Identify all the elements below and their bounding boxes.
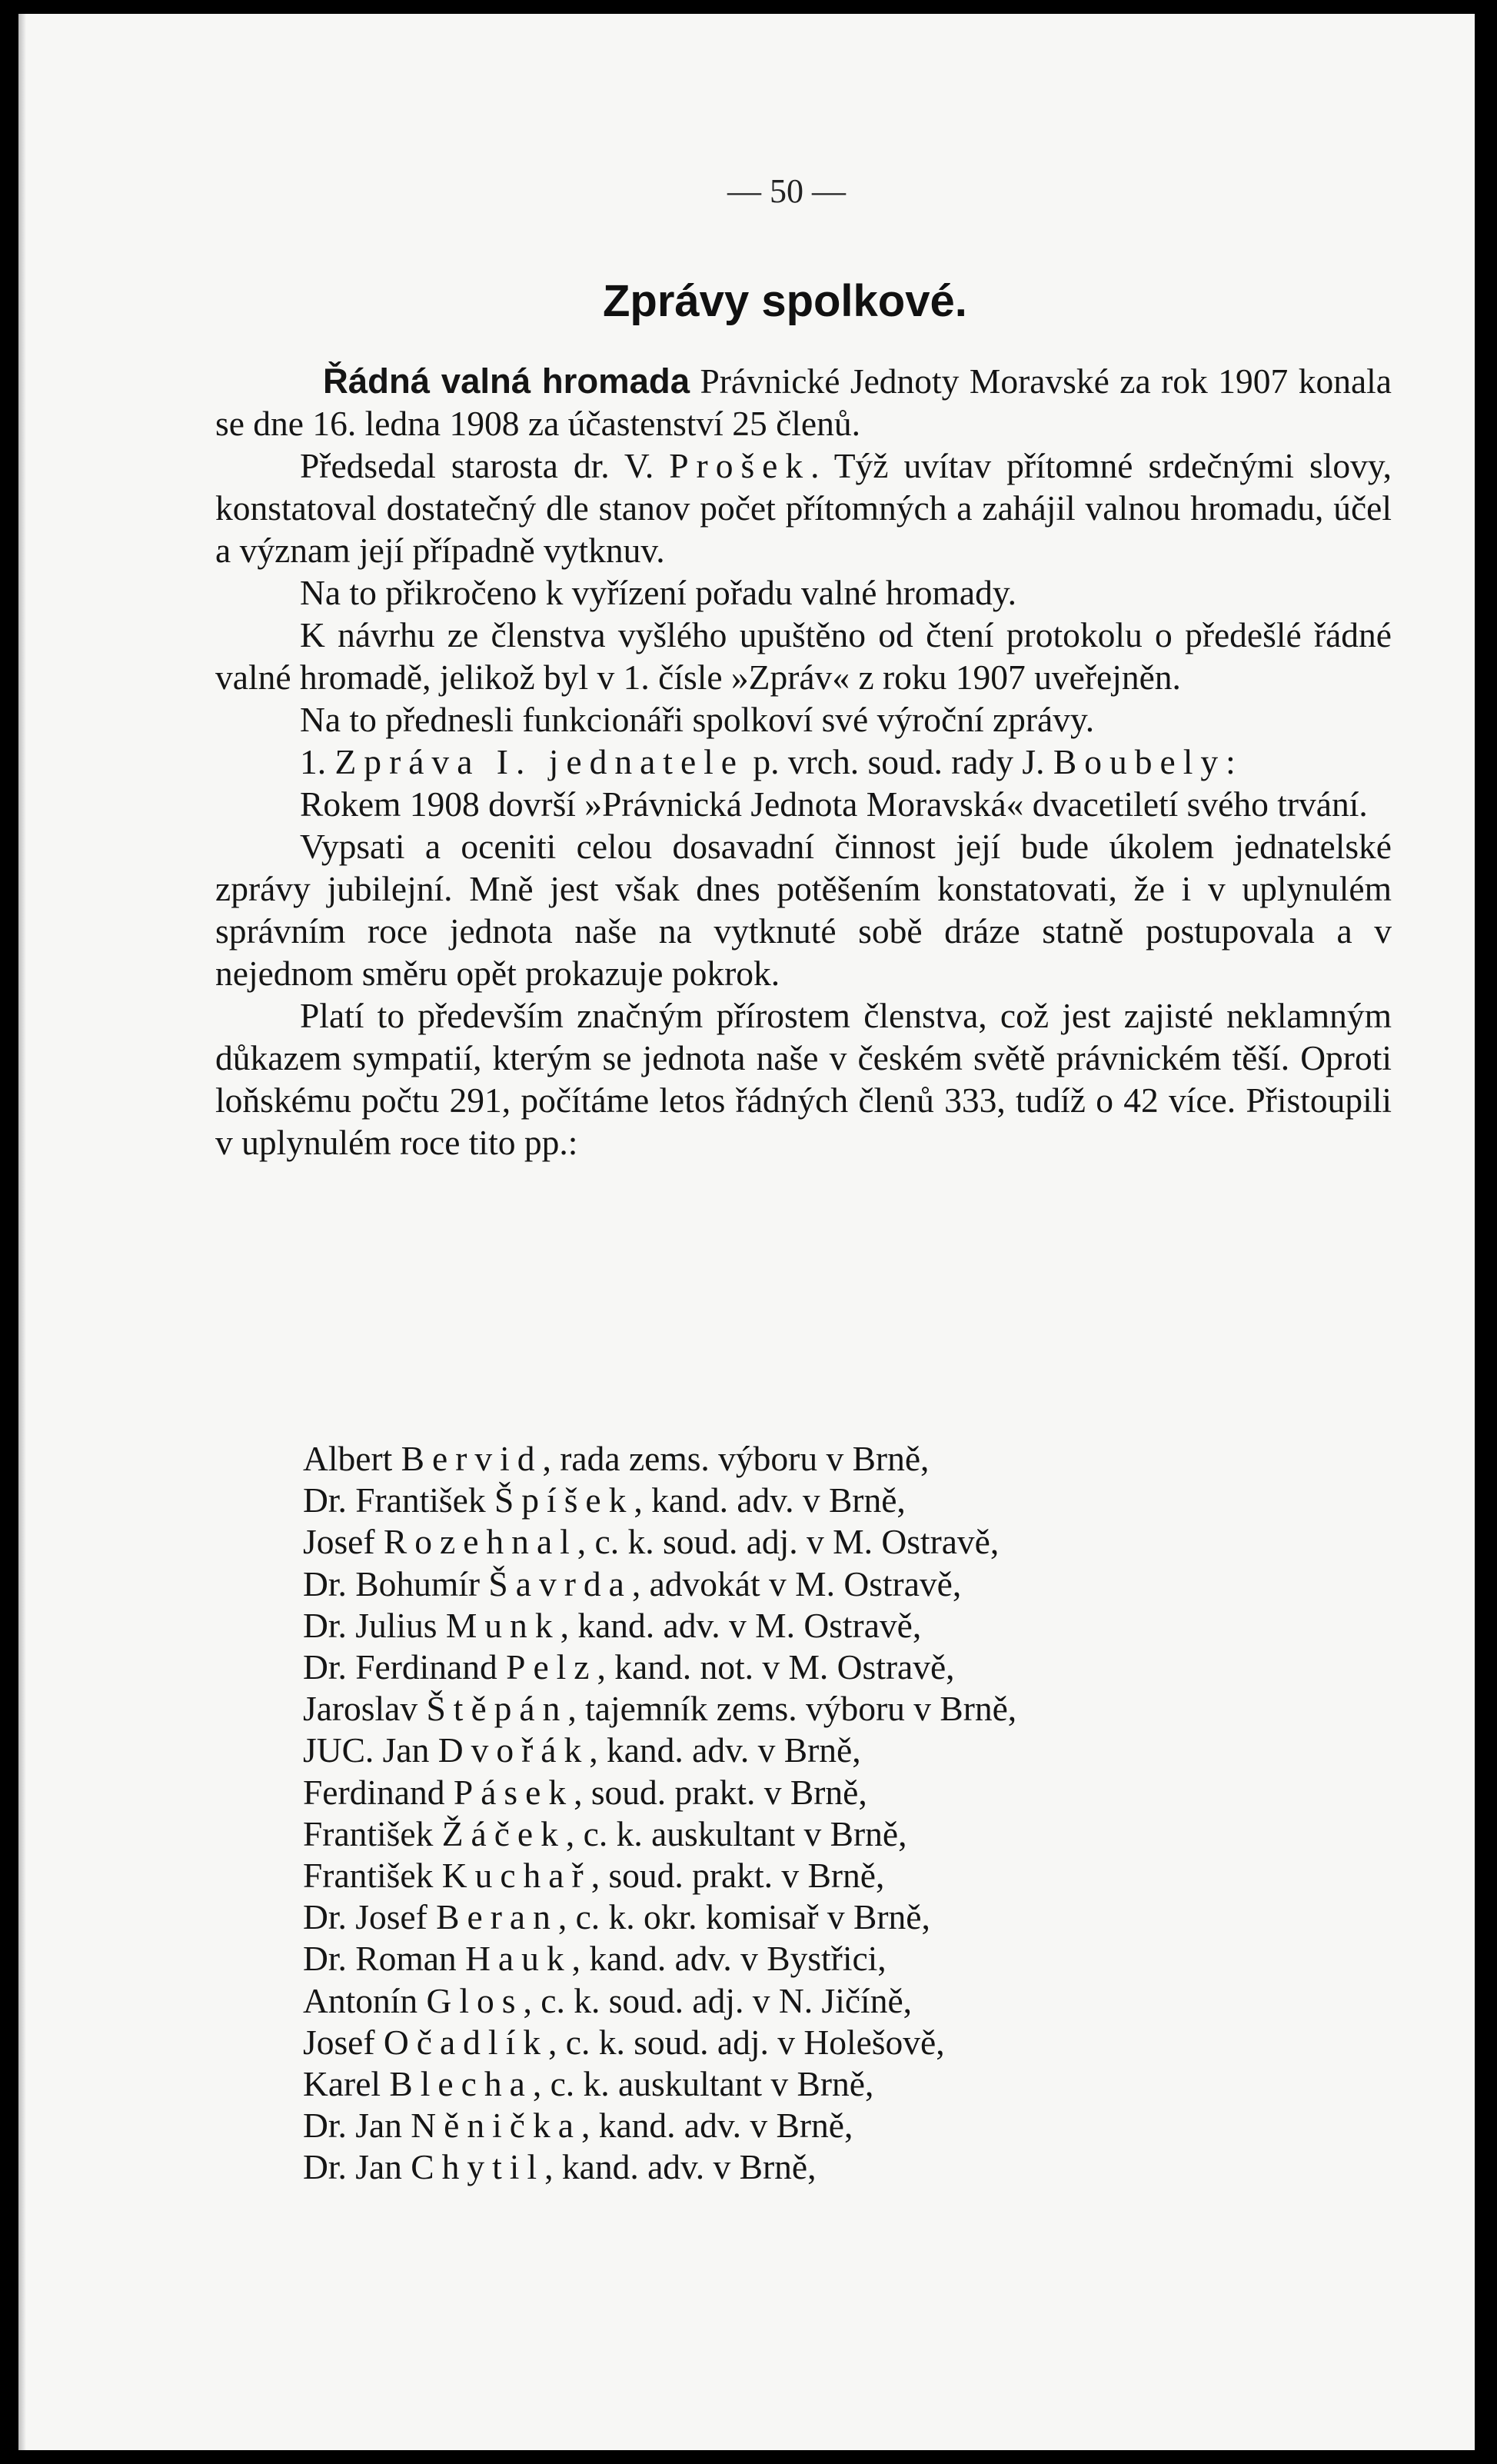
paragraph-6	[215, 741, 1392, 783]
p2-after: . Týž uvítav přítomné srdečnými slovy, konstatoval dostatečný dle stanov počet přítomných a zahájil valnou hromadu, účel a význam její případně vytknuv.	[215, 446, 1392, 570]
member-surname: Blecha	[389, 2064, 533, 2104]
member-entry	[303, 1813, 1379, 1855]
member-prefix: Albert	[303, 1439, 401, 1478]
member-surname: Beran	[436, 1897, 558, 1937]
member-details: , kand. adv. v M. Ostravě,	[560, 1605, 922, 1645]
scanned-page	[18, 14, 1475, 2450]
p6-c: p. vrch. soud. rady J.	[744, 742, 1053, 781]
member-details: , soud. prakt. v Brně,	[574, 1772, 867, 1812]
member-prefix: Antonín	[303, 1980, 427, 2020]
member-details: , c. k. okr. komisař v Brně,	[557, 1897, 930, 1937]
member-details: , rada zems. výboru v Brně,	[542, 1439, 930, 1478]
member-entry	[303, 1688, 1379, 1730]
member-entry	[303, 1605, 1379, 1647]
member-prefix: Karel	[303, 2064, 390, 2104]
body-text	[215, 360, 1392, 1164]
paragraph-9: Platí to především značným přírostem členstva, což jest zajisté neklamným důkazem sympatií, kterým se jednota naše v českém světě právnickém těší. Oproti loňskému počtu 291, počítáme letos řádných členů 333, tudíž o 42 více. Přistoupili v uplynulém roce tito pp.:	[215, 996, 1392, 1162]
member-entry	[303, 1438, 1379, 1480]
member-surname: Štěpán	[426, 1689, 568, 1729]
member-surname: Kuchař	[441, 1856, 591, 1896]
member-entry	[303, 1896, 1379, 1938]
paragraph-3: Na to přikročeno k vyřízení pořadu valné hromady.	[300, 573, 1017, 612]
paragraph-7: Rokem 1908 dovrší »Právnická Jednota Moravská« dvacetiletí svého trvání.	[300, 784, 1368, 824]
member-details: , kand. adv. v Bystřici,	[571, 1939, 887, 1979]
member-details: , c. k. soud. adj. v M. Ostravě,	[577, 1522, 1000, 1562]
paragraph-8: Vypsati a oceniti celou dosavadní činnost její bude úkolem jednatelské zprávy jubilejní. Mně jest však dnes potěšením konstatovati, že i v uplynulém správním roce jednota naše na vytknuté sobě dráze statně postupovala a v nejednom směru opět prokazuje pokrok.	[215, 827, 1392, 993]
member-surname: Pásek	[453, 1772, 574, 1812]
member-surname: Munk	[445, 1605, 561, 1645]
p2-before: Předsedal starosta dr. V.	[300, 446, 670, 485]
member-surname: Očadlík	[383, 2022, 548, 2062]
member-list	[303, 1438, 1379, 2189]
member-entry	[303, 1521, 1379, 1563]
member-entry	[303, 2146, 1379, 2188]
member-details: , c. k. auskultant v Brně,	[565, 1813, 907, 1853]
member-surname: Hauk	[465, 1939, 572, 1979]
lead-bold: Řádná valná hromada	[323, 361, 690, 401]
p6-b: Zpráva I. jednatele	[334, 742, 745, 781]
p6-e: :	[1226, 742, 1236, 781]
p6-d: Boubely	[1053, 742, 1226, 781]
member-prefix: Dr. Bohumír	[303, 1563, 489, 1603]
member-prefix: Josef	[303, 2022, 384, 2062]
member-surname: Rozehnal	[383, 1522, 577, 1562]
member-prefix: Dr. Julius	[303, 1605, 446, 1645]
p6-a: 1.	[300, 742, 335, 781]
member-prefix: František	[303, 1813, 442, 1853]
member-entry	[303, 2063, 1379, 2105]
member-entry	[303, 1855, 1379, 1896]
member-surname: Žáček	[441, 1813, 566, 1853]
member-entry	[303, 1480, 1379, 1521]
member-details: , tajemník zems. výboru v Brně,	[567, 1689, 1017, 1729]
member-prefix: Josef	[303, 1522, 384, 1562]
member-details: , kand. not. v M. Ostravě,	[597, 1647, 955, 1687]
paragraph-lead	[215, 360, 1392, 445]
member-surname: Šavrda	[488, 1563, 632, 1603]
member-details: , c. k. auskultant v Brně,	[532, 2064, 874, 2104]
member-surname: Pelz	[506, 1647, 597, 1687]
paragraph-5: Na to přednesli funkcionáři spolkoví své výroční zprávy.	[300, 700, 1095, 739]
section-title: Zprávy spolkové.	[603, 276, 967, 326]
member-surname: Glos	[426, 1980, 524, 2020]
member-details: , kand. adv. v Brně,	[581, 2106, 853, 2146]
paragraph-4: K návrhu ze členstva vyšlého upuštěno od čtení protokolu o předešlé řádné valné hromadě, jelikož byl v 1. čísle »Zpráv« z roku 1907 uveřejněn.	[215, 615, 1392, 697]
lead-rest: Právnické Jednoty Moravské za rok 1907 konala se dne 16. ledna 1908 za účastenství 25 členů.	[215, 361, 1392, 443]
member-details: , kand. adv. v Brně,	[634, 1480, 906, 1520]
member-entry	[303, 1938, 1379, 1980]
member-entry	[303, 2105, 1379, 2146]
member-surname: Něnička	[411, 2106, 581, 2146]
member-surname: Dvořák	[437, 1730, 590, 1770]
member-prefix: Dr. Josef	[303, 1897, 437, 1937]
member-details: , c. k. soud. adj. v N. Jičíně,	[523, 1980, 913, 2020]
member-surname: Chytil	[411, 2147, 545, 2187]
member-entry	[303, 1772, 1379, 1813]
member-prefix: Dr. Ferdinand	[303, 1647, 507, 1687]
member-details: , kand. adv. v Brně,	[544, 2147, 817, 2187]
member-details: , c. k. soud. adj. v Holešově,	[548, 2022, 945, 2062]
member-entry	[303, 1980, 1379, 2022]
page-number: — 50 —	[727, 172, 846, 210]
member-entry	[303, 2022, 1379, 2063]
member-prefix: Dr. Jan	[303, 2147, 411, 2187]
member-entry	[303, 1563, 1379, 1605]
member-details: , advokát v M. Ostravě,	[631, 1563, 962, 1603]
member-prefix: Dr. František	[303, 1480, 494, 1520]
member-entry	[303, 1730, 1379, 1771]
member-details: , soud. prakt. v Brně,	[590, 1856, 885, 1896]
member-prefix: JUC. Jan	[303, 1730, 438, 1770]
member-prefix: František	[303, 1856, 442, 1896]
paragraph-2	[215, 445, 1392, 571]
member-prefix: Ferdinand	[303, 1772, 454, 1812]
member-details: , kand. adv. v Brně,	[589, 1730, 861, 1770]
member-entry	[303, 1647, 1379, 1688]
member-surname: Bervid	[401, 1439, 543, 1478]
member-surname: Špíšek	[494, 1480, 634, 1520]
member-prefix: Dr. Roman	[303, 1939, 466, 1979]
p2-name: Prošek	[669, 446, 811, 485]
member-prefix: Dr. Jan	[303, 2106, 411, 2146]
member-prefix: Jaroslav	[303, 1689, 427, 1729]
